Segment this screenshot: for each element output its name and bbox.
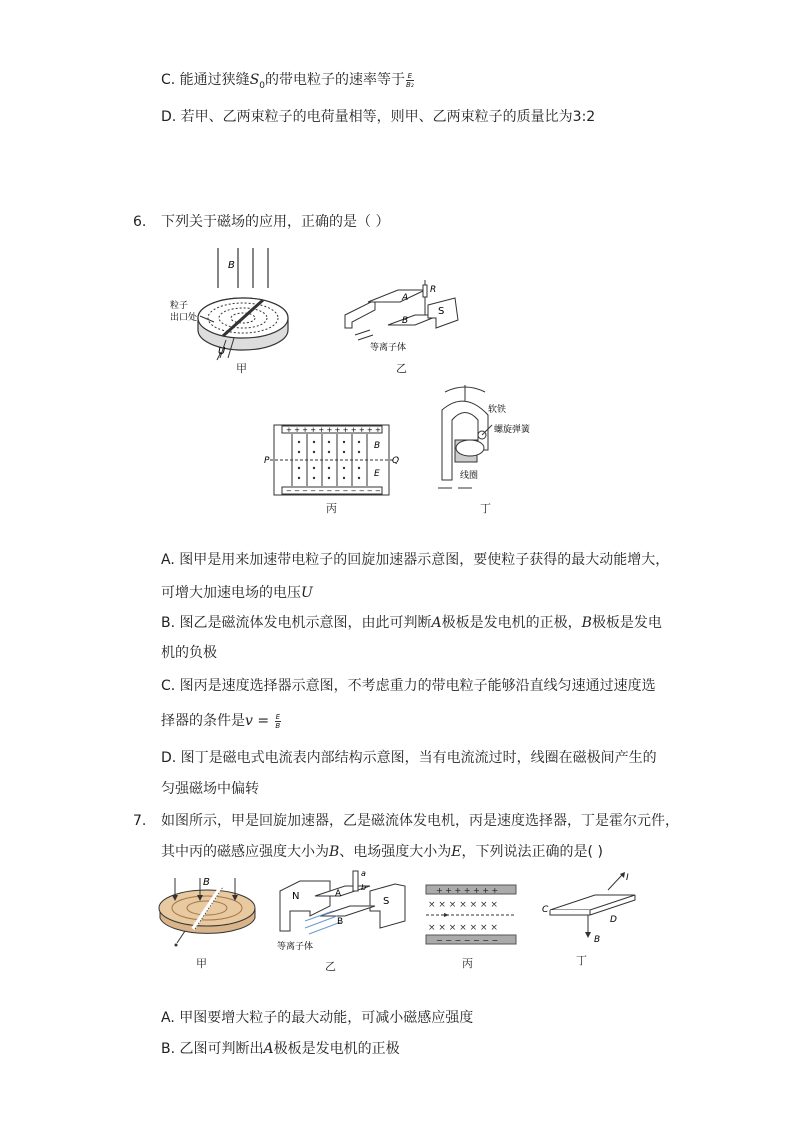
- q6-stem: 下列关于磁场的应用，正确的是（ ）: [161, 214, 390, 230]
- label-a: A: [402, 293, 409, 303]
- label-spring: 螺旋弹簧: [494, 425, 531, 435]
- q7-option-b: B. 乙图可判断出A极板是发电机的正极: [161, 1041, 400, 1057]
- label-exit-2: 出口处: [170, 313, 198, 323]
- q7-option-a: A. 甲图要增大粒子的最大动能，可减小磁感应强度: [161, 1010, 474, 1026]
- q7-figure-jia: [155, 873, 260, 953]
- svg-text:+ + + + + + +: + + + + + + +: [436, 886, 499, 895]
- label-plasma: 等离子体: [277, 942, 314, 952]
- label-exit-1: 粒子: [170, 301, 189, 311]
- label-n: N: [292, 891, 300, 902]
- fraction: $\frac{E}{B}$: [275, 712, 281, 730]
- q7-figure-yi: [275, 866, 410, 956]
- label-r: R: [430, 285, 437, 295]
- label-c: C: [542, 905, 549, 915]
- q7-caption-ding: 丁: [576, 954, 587, 967]
- label-b: B: [402, 316, 409, 326]
- label-a-small: a: [361, 869, 366, 878]
- label-b-small: b: [361, 883, 367, 892]
- label-u: U: [218, 346, 226, 357]
- q7-caption-bing: 丙: [462, 957, 473, 970]
- q7-stem-line1: 如图所示，甲是回旋加速器，乙是磁流体发电机，丙是速度选择器，丁是霍尔元件，: [161, 813, 679, 829]
- q6-option-c-line2: 择器的条件是v = $\frac{E}{B}$: [161, 712, 281, 730]
- q5-option-d: D. 若甲、乙两束粒子的电荷量相等，则甲、乙两束粒子的质量比为3:2: [161, 109, 596, 125]
- label-e: E: [374, 469, 380, 479]
- q7-figure-bing: [424, 883, 519, 948]
- q6-option-d-line2: 匀强磁场中偏转: [161, 781, 259, 797]
- svg-text:+ + + + + + + + + + + +: + + + + + + + + + + + +: [286, 426, 381, 434]
- q6-number: 6.: [133, 214, 147, 230]
- label-p: P: [264, 456, 270, 466]
- label-i: I: [626, 873, 629, 883]
- q6-option-b-line1: B. 图乙是磁流体发电机示意图，由此可判断A极板是发电机的正极，B极板是发电: [161, 615, 662, 631]
- svg-text:× × × × × × ×: × × × × × × ×: [428, 923, 498, 933]
- label-d: D: [610, 915, 617, 925]
- q7-stem-line2: 其中丙的磁感应强度大小为B、电场强度大小为E，下列说法正确的是( ): [161, 844, 603, 860]
- q6-option-a-line2: 可增大加速电场的电压U: [161, 585, 313, 601]
- q6-figure-bing: [262, 420, 402, 500]
- q6-figure-jia: [168, 248, 298, 378]
- q6-caption-jia: 甲: [236, 362, 247, 375]
- q6-option-b-line2: 机的负极: [161, 645, 217, 661]
- q6-caption-bing: 丙: [326, 502, 337, 515]
- q6-caption-ding: 丁: [480, 502, 491, 515]
- label-b: B: [337, 917, 344, 927]
- q6-figure-ding: [430, 380, 540, 495]
- q7-caption-jia: 甲: [196, 957, 207, 970]
- label-plasma: 等离子体: [370, 343, 407, 353]
- label-b: B: [594, 935, 601, 945]
- q5-option-c: C. 能通过狭缝$S_0$的带电粒子的速率等于 $\frac{E}{\text{B₂}}$: [161, 71, 414, 91]
- q6-option-d-line1: D. 图丁是磁电式电流表内部结构示意图，当有电流流过时，线圈在磁极间产生的: [161, 750, 657, 766]
- label-a: A: [335, 889, 342, 899]
- label-s: S: [383, 896, 390, 907]
- q7-figure-ding: [540, 870, 640, 950]
- label-b: B: [374, 441, 381, 451]
- fraction: $\frac{E}{\text{B₂}}$: [406, 71, 414, 89]
- q6-caption-yi: 乙: [396, 362, 407, 375]
- q6-option-a-line1: A. 图甲是用来加速带电粒子的回旋加速器示意图，要使粒子获得的最大动能增大，: [161, 552, 670, 568]
- q6-figure-yi: [340, 280, 465, 355]
- label-b: B: [228, 260, 235, 271]
- label-q: Q: [392, 456, 400, 466]
- label-soft-iron: 软铁: [488, 405, 507, 415]
- q7-caption-yi: 乙: [325, 960, 336, 973]
- label-coil: 线圈: [460, 471, 479, 481]
- label-b: B: [203, 877, 210, 888]
- q7-number: 7.: [133, 813, 147, 829]
- q6-option-c-line1: C. 图丙是速度选择器示意图，不考虑重力的带电粒子能够沿直线匀速通过速度选: [161, 678, 656, 694]
- svg-text:− − − − − − − − − − − −: − − − − − − − − − − − −: [286, 487, 381, 495]
- svg-text:− − − − − − −: − − − − − − −: [436, 936, 499, 945]
- svg-text:× × × × × × ×: × × × × × × ×: [428, 900, 498, 910]
- label-s: S: [438, 306, 445, 317]
